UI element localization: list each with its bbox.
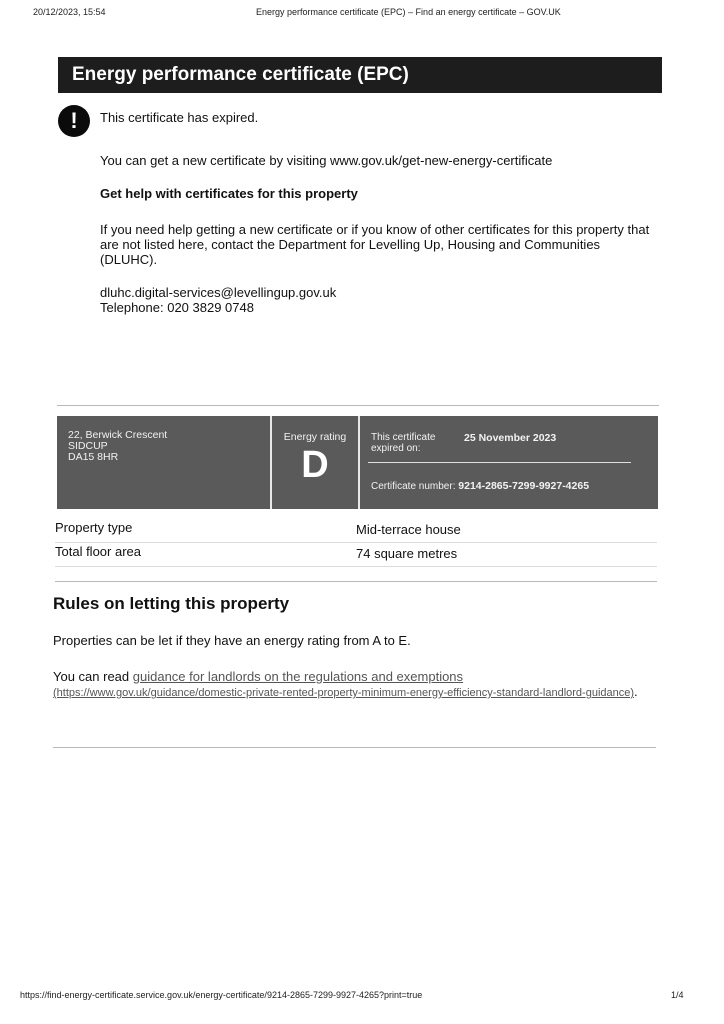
- divider: [55, 566, 657, 567]
- print-datetime: 20/12/2023, 15:54: [33, 7, 106, 17]
- energy-rating-cell: [270, 416, 360, 509]
- letting-paragraph: Properties can be let if they have an energy rating from A to E.: [53, 633, 411, 648]
- energy-rating-letter: D: [301, 444, 329, 486]
- new-certificate-text: You can get a new certificate by visiting www.gov.uk/get-new-energy-certificate: [100, 153, 553, 168]
- address-line: 22, Berwick Crescent: [68, 429, 168, 441]
- floor-area-value: 74 square metres: [356, 546, 458, 561]
- letting-heading: Rules on letting this property: [53, 594, 290, 613]
- expired-notice: This certificate has expired.: [100, 110, 259, 125]
- floor-area-label: Total floor area: [55, 544, 141, 559]
- print-url: https://find-energy-certificate.service.gov.uk/energy-certificate/9214-2865-7299-9927-4265?print=true: [20, 990, 423, 1000]
- certificate-summary-panel: [57, 416, 658, 509]
- address-line: DA15 8HR: [68, 451, 119, 463]
- guidance-suffix: .: [634, 684, 638, 699]
- certificate-number-label: Certificate number:: [371, 481, 456, 492]
- help-heading: Get help with certificates for this property: [100, 186, 358, 201]
- divider: [368, 462, 631, 463]
- energy-rating-label: Energy rating: [283, 431, 347, 443]
- divider: [55, 542, 657, 543]
- property-address: [57, 416, 269, 509]
- property-type-label: Property type: [55, 520, 133, 535]
- print-page-number: 1/4: [671, 990, 684, 1000]
- help-paragraph: If you need help getting a new certificate or if you know of other certificates for this property that are not listed here, contact the Department for Levelling Up, Housing and Communities (DLUHC).: [100, 222, 650, 267]
- expiry-label: This certificate expired on:: [371, 432, 436, 454]
- expiry-cell: [358, 416, 658, 509]
- guidance-link[interactable]: guidance for landlords on the regulations and exemptions: [132, 669, 464, 684]
- print-page-title: Energy performance certificate (EPC) – Find an energy certificate – GOV.UK: [256, 7, 561, 17]
- divider: [55, 581, 657, 582]
- guidance-url[interactable]: (https://www.gov.uk/guidance/domestic-private-rented-property-minimum-energy-efficiency-standard-landlord-guidance): [53, 687, 635, 699]
- exclamation-icon: !: [58, 105, 90, 137]
- certificate-number-row: [371, 480, 589, 492]
- page-title-banner: Energy performance certificate (EPC): [58, 57, 662, 93]
- address-line: SIDCUP: [68, 440, 108, 452]
- expiry-date: 25 November 2023: [464, 432, 557, 444]
- guidance-prefix: You can read: [53, 669, 130, 684]
- divider: [57, 405, 659, 406]
- property-type-value: Mid-terrace house: [356, 522, 461, 537]
- help-telephone: Telephone: 020 3829 0748: [100, 300, 254, 315]
- certificate-number: 9214-2865-7299-9927-4265: [458, 480, 590, 492]
- divider: [53, 747, 656, 748]
- help-email[interactable]: dluhc.digital-services@levellingup.gov.uk: [100, 285, 337, 300]
- guidance-paragraph: [53, 669, 643, 701]
